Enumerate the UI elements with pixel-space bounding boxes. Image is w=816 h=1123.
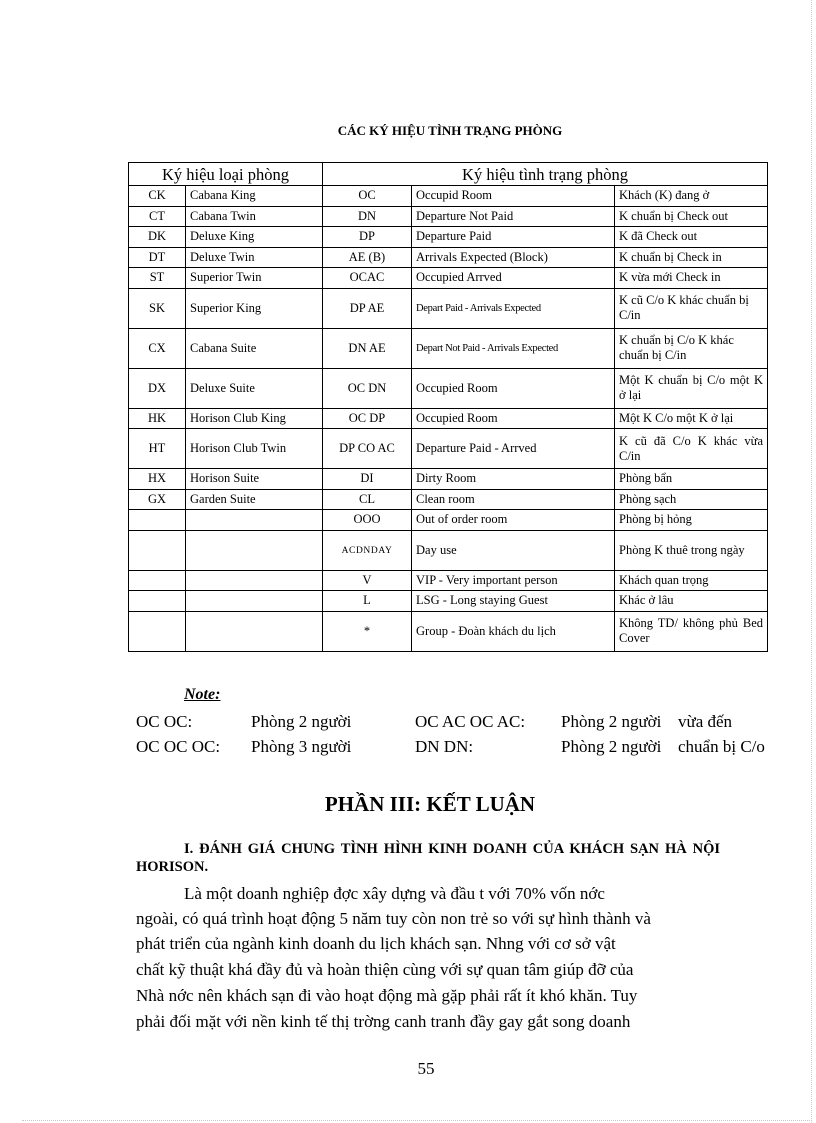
status-meaning <box>615 530 768 570</box>
status-description-text: Clean room <box>416 491 475 506</box>
note-code: OC OC OC: <box>136 737 221 756</box>
status-meaning <box>615 570 768 591</box>
status-code <box>323 570 412 591</box>
status-meaning <box>615 268 768 289</box>
note-code: OC AC OC AC: <box>415 712 526 731</box>
room-type-code <box>129 611 186 651</box>
status-description-text: Occupied Arrved <box>416 270 502 285</box>
status-code-text: DP CO AC <box>339 441 395 455</box>
room-type-code <box>129 328 186 368</box>
status-meaning-text: Khác ở lâu <box>619 593 674 608</box>
status-meaning-text: K cũ C/o K khác chuẩn bị C/in <box>619 293 749 322</box>
room-type-name-text: Horison Club King <box>190 410 286 425</box>
status-meaning-text: Phòng bị hỏng <box>619 512 692 527</box>
room-type-name <box>186 570 323 591</box>
status-description-text: Occupied Room <box>416 380 498 395</box>
room-type-code-text: GX <box>147 491 167 506</box>
note-extra: vừa đến <box>678 712 733 731</box>
status-code-text: DN <box>357 208 377 223</box>
status-code <box>323 206 412 227</box>
room-type-name <box>186 510 323 531</box>
room-type-code <box>129 530 186 570</box>
status-description-text: Day use <box>416 542 457 557</box>
status-description <box>412 611 615 651</box>
status-meaning <box>615 328 768 368</box>
note-code: OC OC: <box>136 712 193 731</box>
status-code <box>323 227 412 248</box>
status-meaning <box>615 489 768 510</box>
status-description <box>412 368 615 408</box>
status-code-text: OC <box>358 188 376 203</box>
status-meaning-text: K chuẩn bị C/o K khác chuẩn bị C/in <box>619 333 734 362</box>
status-code-text: DP <box>359 229 375 244</box>
table-row <box>129 247 768 268</box>
status-description <box>412 288 615 328</box>
status-code-text: * <box>363 623 371 638</box>
room-type-name-text: Horison Suite <box>190 471 260 486</box>
room-type-name-text: Superior King <box>190 300 262 315</box>
status-code-text: DI <box>360 471 374 486</box>
status-meaning-text: K vừa mới Check in <box>619 270 721 285</box>
room-type-code <box>129 186 186 207</box>
status-description <box>412 247 615 268</box>
status-description <box>412 510 615 531</box>
note-desc: Phòng 3 người <box>251 737 352 756</box>
status-code <box>323 611 412 651</box>
room-type-name <box>186 288 323 328</box>
status-code <box>323 328 412 368</box>
status-code <box>323 247 412 268</box>
table-row <box>129 570 768 591</box>
room-type-code-text: SK <box>149 300 165 315</box>
table-row <box>129 591 768 612</box>
status-meaning-text: Phòng bẩn <box>619 471 673 486</box>
status-meaning <box>615 591 768 612</box>
status-description-text: Departure Paid - Arrved <box>416 441 537 455</box>
status-description-text: Occupid Room <box>416 188 493 203</box>
body-line: ngoài, có quá trình hoạt động 5 năm tuy còn non trẻ so với sự hình thành và <box>136 909 651 928</box>
status-description <box>412 186 615 207</box>
status-description-text: Departure Paid <box>416 229 492 244</box>
room-type-code <box>129 510 186 531</box>
room-type-code-text: DK <box>147 229 167 244</box>
table-row <box>129 186 768 207</box>
status-code-text: CL <box>359 491 375 506</box>
status-meaning-text: Không TD/ không phủ Bed Cover <box>619 616 763 645</box>
room-type-name-text: Horison Club Twin <box>190 441 287 455</box>
room-type-name <box>186 247 323 268</box>
room-type-name <box>186 206 323 227</box>
room-type-code-text: CX <box>148 340 166 355</box>
room-type-name-text: Deluxe Twin <box>190 249 255 264</box>
room-type-name-text: Deluxe Suite <box>190 380 255 395</box>
status-meaning <box>615 510 768 531</box>
room-type-code-text: ST <box>149 270 165 285</box>
room-type-code <box>129 570 186 591</box>
status-code <box>323 489 412 510</box>
room-type-code <box>129 408 186 429</box>
status-meaning-text: K đã Check out <box>619 229 698 244</box>
status-description-text: Occupied Room <box>416 410 498 425</box>
status-meaning-text: Một K chuẩn bị C/o một K ở lại <box>619 373 763 402</box>
status-description <box>412 206 615 227</box>
room-type-name <box>186 268 323 289</box>
status-code <box>323 408 412 429</box>
status-description-text: Out of order room <box>416 512 508 527</box>
table-row <box>129 268 768 289</box>
status-meaning-text: Phòng K thuê trong ngày <box>619 542 745 557</box>
status-code-text: OOO <box>353 512 381 527</box>
status-meaning <box>615 227 768 248</box>
room-type-name <box>186 469 323 490</box>
status-meaning <box>615 611 768 651</box>
room-type-code <box>129 489 186 510</box>
status-code <box>323 469 412 490</box>
room-type-name-text: Cabana King <box>190 188 256 203</box>
table-header-row <box>129 163 768 186</box>
room-type-code-text: DX <box>147 380 167 395</box>
status-description-text: Arrivals Expected (Block) <box>416 249 548 264</box>
note-label: Note: <box>184 686 221 703</box>
status-meaning-text: K chuẩn bị Check out <box>619 208 729 223</box>
room-type-name-text: Cabana Suite <box>190 340 257 355</box>
status-description-text: LSG - Long staying Guest <box>416 593 548 608</box>
status-code-text: OCAC <box>349 270 385 285</box>
status-description <box>412 530 615 570</box>
room-type-code <box>129 469 186 490</box>
status-code <box>323 530 412 570</box>
room-type-name-text: Cabana Twin <box>190 208 256 223</box>
status-description <box>412 429 615 469</box>
status-meaning <box>615 368 768 408</box>
status-meaning-text: Một K C/o một K ở lại <box>619 410 734 425</box>
table-row <box>129 489 768 510</box>
room-type-name <box>186 328 323 368</box>
status-meaning <box>615 408 768 429</box>
table-row <box>129 206 768 227</box>
room-type-name <box>186 186 323 207</box>
page-title: CÁC KÝ HIỆU TÌNH TRẠNG PHÒNG <box>337 123 563 138</box>
status-description-text: Departure Not Paid <box>416 208 514 223</box>
status-meaning-text: Khách (K) đang ở <box>619 188 710 203</box>
status-description-text: VIP - Very important person <box>416 572 558 587</box>
status-meaning <box>615 247 768 268</box>
room-type-code-text: HK <box>147 410 167 425</box>
room-type-code-text: HT <box>148 441 166 455</box>
table-row <box>129 408 768 429</box>
room-type-name-text: Garden Suite <box>190 491 256 506</box>
status-description <box>412 408 615 429</box>
page-edge <box>22 1120 812 1121</box>
note-desc: Phòng 2 người <box>561 712 662 731</box>
body-line: phải đối mặt với nền kinh tế thị trờng canh tranh đầy gay gắt song doanh <box>136 1012 631 1031</box>
table-row <box>129 429 768 469</box>
table-row <box>129 530 768 570</box>
room-type-code-text: CK <box>148 188 166 203</box>
room-type-name <box>186 611 323 651</box>
status-code <box>323 268 412 289</box>
status-description <box>412 591 615 612</box>
body-line: Là một doanh nghiệp đợc xây dựng và đầu t với 70% vốn nớc <box>184 884 605 903</box>
status-description-text: Dirty Room <box>416 471 477 486</box>
room-type-code <box>129 591 186 612</box>
status-description <box>412 227 615 248</box>
room-type-code <box>129 368 186 408</box>
room-type-name <box>186 408 323 429</box>
status-description-text: Depart Paid - Arrivals Expected <box>416 303 541 314</box>
status-code <box>323 186 412 207</box>
room-type-name <box>186 591 323 612</box>
body-line: chất kỹ thuật khá đầy đủ và hoàn thiện cùng với sự quan tâm giúp đỡ của <box>136 960 634 979</box>
note-desc: Phòng 2 người <box>251 712 352 731</box>
room-type-name <box>186 429 323 469</box>
room-type-code <box>129 227 186 248</box>
status-meaning <box>615 186 768 207</box>
room-type-name <box>186 368 323 408</box>
status-code-text: OC DN <box>347 380 387 395</box>
table-row <box>129 328 768 368</box>
room-type-name-text: Deluxe King <box>190 229 255 244</box>
status-code-text: ACDNDAY <box>341 545 393 556</box>
header-room-type: Ký hiệu loại phòng <box>129 163 323 186</box>
status-description <box>412 489 615 510</box>
status-meaning-text: K chuẩn bị Check in <box>619 249 722 264</box>
room-type-code <box>129 206 186 227</box>
page-edge <box>811 0 812 1123</box>
status-code-text: V <box>362 572 372 587</box>
status-code-text: DN AE <box>348 340 386 355</box>
room-type-code-text: CT <box>149 208 165 223</box>
room-type-code <box>129 247 186 268</box>
status-code <box>323 429 412 469</box>
status-meaning-text: Khách quan trọng <box>619 572 709 587</box>
room-type-name <box>186 227 323 248</box>
table-row <box>129 288 768 328</box>
room-type-name-text: Superior Twin <box>190 270 262 285</box>
status-description <box>412 328 615 368</box>
status-description <box>412 570 615 591</box>
table-row <box>129 227 768 248</box>
room-type-name <box>186 489 323 510</box>
part-title: PHẦN III: KẾT LUẬN <box>324 792 536 816</box>
status-meaning-text: Phòng sạch <box>619 491 677 506</box>
status-code-text: L <box>363 593 371 608</box>
note-code: DN DN: <box>415 737 474 756</box>
status-code <box>323 510 412 531</box>
status-description <box>412 268 615 289</box>
status-codes-table <box>128 162 768 652</box>
room-type-code <box>129 429 186 469</box>
status-code <box>323 288 412 328</box>
room-type-code <box>129 288 186 328</box>
table-row <box>129 469 768 490</box>
section-heading: I. ĐÁNH GIÁ CHUNG TÌNH HÌNH KINH DOANH CỦA KHÁCH SẠN HÀ NỘI HORISON. <box>136 841 720 875</box>
status-description-text: Group - Đoàn khách du lịch <box>416 623 556 638</box>
room-type-code <box>129 268 186 289</box>
note-extra: chuẩn bị C/o <box>678 737 765 756</box>
room-type-code-text: HX <box>147 471 167 486</box>
room-type-name <box>186 530 323 570</box>
status-description-text: Depart Not Paid - Arrivals Expected <box>416 343 558 354</box>
table-row <box>129 368 768 408</box>
note-desc: Phòng 2 người <box>561 737 662 756</box>
body-line: phát triển của ngành kinh doanh du lịch khách sạn. Nhng với cơ sở vật <box>136 934 616 953</box>
page-number: 55 <box>417 1059 435 1078</box>
body-line: Nhà nớc nên khách sạn đi vào hoạt động mà gặp phải rất ít khó khăn. Tuy <box>136 986 638 1005</box>
status-code-text: OC DP <box>348 410 386 425</box>
status-meaning <box>615 469 768 490</box>
room-type-code-text: DT <box>148 249 166 264</box>
status-code-text: DP AE <box>349 300 385 315</box>
header-room-status: Ký hiệu tình trạng phòng <box>323 163 768 186</box>
status-meaning <box>615 206 768 227</box>
status-code <box>323 368 412 408</box>
table-row <box>129 510 768 531</box>
status-code-text: AE (B) <box>348 249 386 264</box>
status-meaning-text: K cũ đã C/o K khác vừa C/in <box>619 433 763 463</box>
status-description <box>412 469 615 490</box>
status-code <box>323 591 412 612</box>
table-row <box>129 611 768 651</box>
status-meaning <box>615 429 768 469</box>
status-meaning <box>615 288 768 328</box>
